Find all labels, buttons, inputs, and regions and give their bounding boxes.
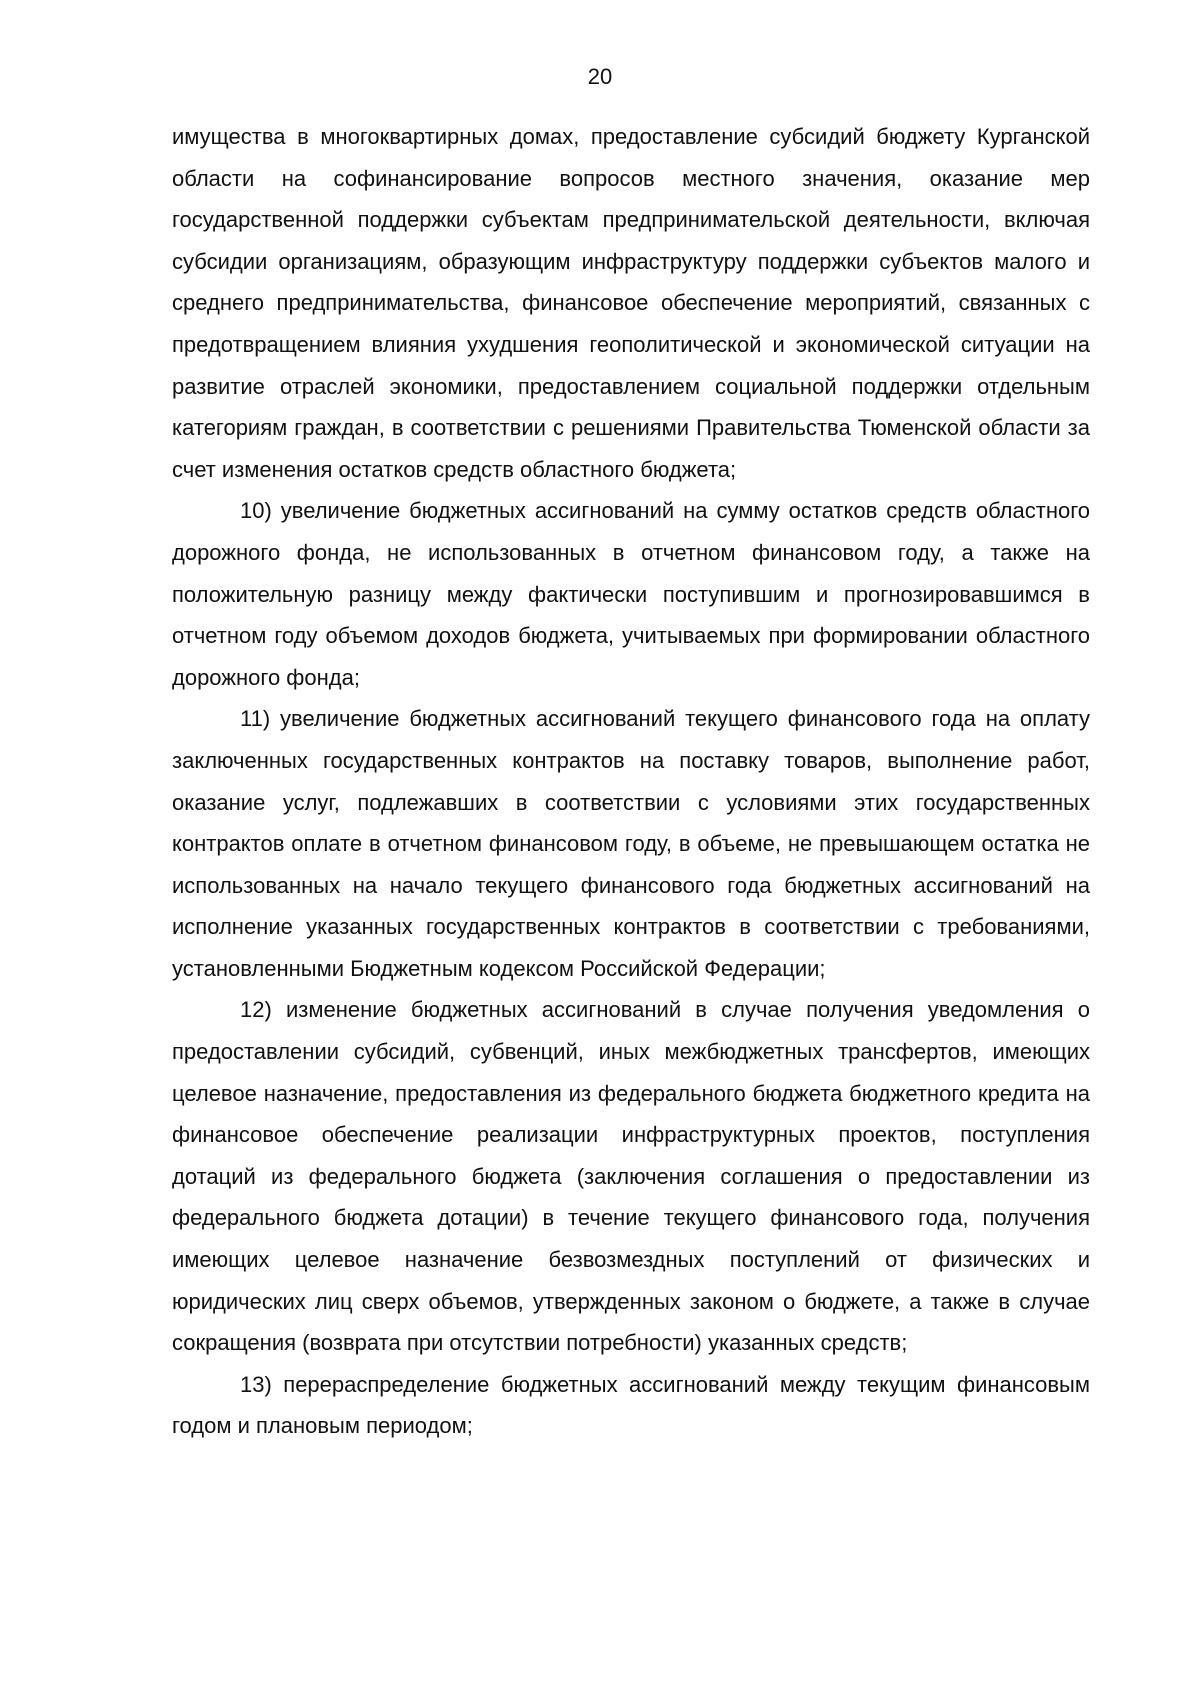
page-number: 20 [587, 64, 613, 89]
paragraph-item-11: 11) увеличение бюджетных ассигнований текущего финансового года на оплату заключенных государственных контрактов на поставку товаров, выполнение работ, оказание услуг, подлежавших в соответствии с условиями этих государственных контрактов оплате в отчетном финансовом году, в объеме, не превышающем остатка не использованных на начало текущего финансового года бюджетных ассигнований на исполнение указанных государственных контрактов в соответствии с требованиями, установленными Бюджетным кодексом Российской Федерации; [172, 706, 1090, 981]
paragraph-item-12: 12) изменение бюджетных ассигнований в случае получения уведомления о предоставлении субсидий, субвенций, иных межбюджетных трансфертов, имеющих целевое назначение, предоставления из федерального бюджета бюджетного кредита на финансовое обеспечение реализации инфраструктурных проектов, поступления дотаций из федерального бюджета (заключения соглашения о предоставлении из федерального бюджета дотации) в течение текущего финансового года, получения имеющих целевое назначение безвозмездных поступлений от физических и юридических лиц сверх объемов, утвержденных законом о бюджете, а также в случае сокращения (возврата при отсутствии потребности) указанных средств; [172, 997, 1090, 1356]
document-body [172, 116, 1090, 1447]
paragraph-continuation: имущества в многоквартирных домах, предоставление субсидий бюджету Курганской области на софинансирование вопросов местного значения, оказание мер государственной поддержки субъектам предпринимательской деятельности, включая субсидии организациям, образующим инфраструктуру поддержки субъектов малого и среднего предпринимательства, финансовое обеспечение мероприятий, связанных с предотвращением влияния ухудшения геополитической и экономической ситуации на развитие отраслей экономики, предоставлением социальной поддержки отдельным категориям граждан, в соответствии с решениями Правительства Тюменской области за счет изменения остатков средств областного бюджета; [172, 124, 1090, 482]
paragraph-item-13: 13) перераспределение бюджетных ассигнований между текущим финансовым годом и плановым периодом; [172, 1371, 1090, 1439]
paragraph-item-10: 10) увеличение бюджетных ассигнований на сумму остатков средств областного дорожного фонда, не использованных в отчетном финансовом году, а также на положительную разницу между фактически поступившим и прогнозировавшимся в отчетном году объемом доходов бюджета, учитываемых при формировании областного дорожного фонда; [172, 498, 1090, 690]
